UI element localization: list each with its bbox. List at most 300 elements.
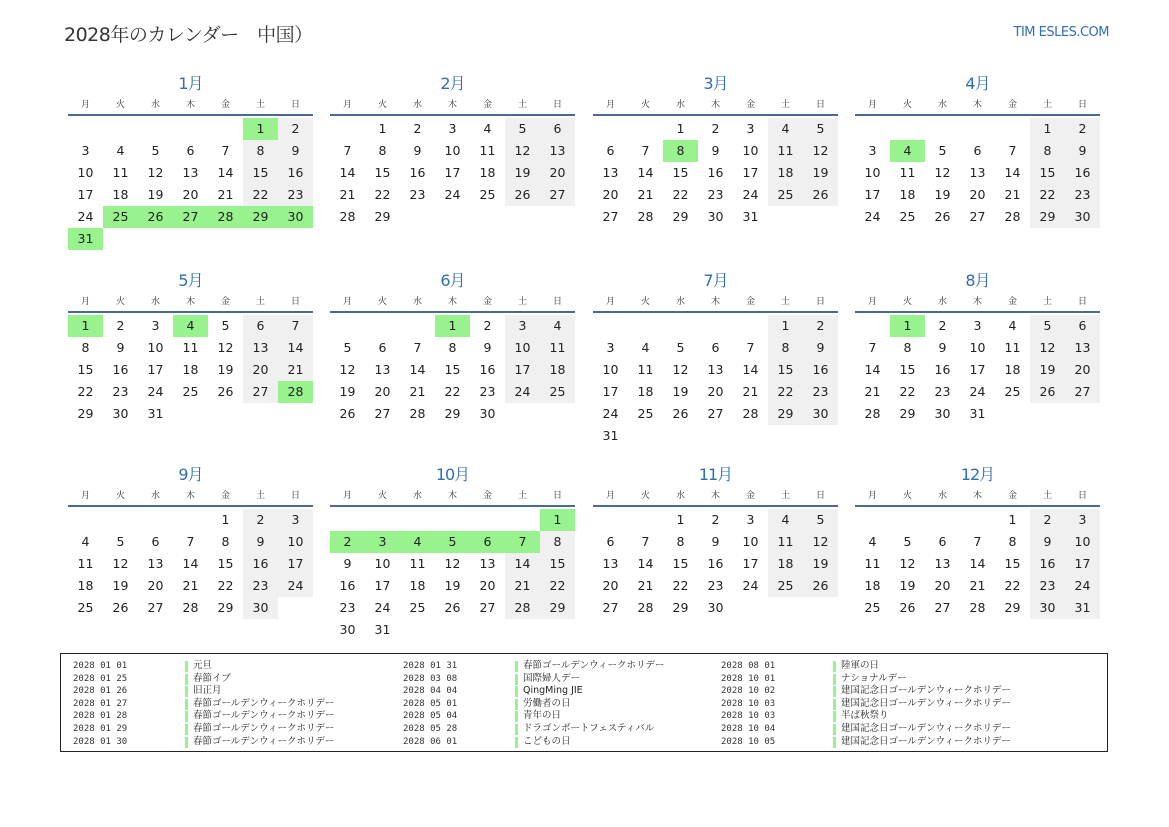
day-cell[interactable]: 25 [899, 209, 916, 224]
day-cell[interactable]: 18 [637, 384, 654, 399]
day-cell[interactable]: 28 [637, 600, 654, 615]
day-cell[interactable]: 17 [77, 187, 94, 202]
day-cell[interactable]: 17 [444, 165, 461, 180]
day-cell[interactable]: 21 [969, 578, 986, 593]
day-cell[interactable]: 22 [217, 578, 234, 593]
day-cell[interactable]: 21 [339, 187, 356, 202]
day-cell[interactable]: 27 [374, 406, 391, 421]
day-cell[interactable]: 11 [768, 140, 803, 162]
day-cell[interactable]: 24 [1065, 575, 1100, 597]
day-cell[interactable]: 29 [374, 209, 391, 224]
day-cell[interactable]: 2 [938, 318, 947, 333]
day-cell[interactable]: 23 [1065, 184, 1100, 206]
day-cell[interactable]: 30 [1030, 597, 1065, 619]
day-cell[interactable]: 28 [505, 597, 540, 619]
day-cell[interactable]: 1 [540, 509, 575, 531]
day-cell[interactable]: 27 [707, 406, 724, 421]
day-cell[interactable]: 23 [1030, 575, 1065, 597]
day-cell[interactable]: 22 [444, 384, 461, 399]
day-cell[interactable]: 30 [278, 206, 313, 228]
day-cell[interactable]: 24 [864, 209, 881, 224]
day-cell[interactable]: 9 [938, 340, 947, 355]
day-cell[interactable]: 9 [803, 337, 838, 359]
day-cell[interactable]: 5 [803, 118, 838, 140]
day-cell[interactable]: 10 [147, 340, 164, 355]
day-cell[interactable]: 31 [68, 228, 103, 250]
day-cell[interactable]: 13 [934, 556, 951, 571]
day-cell[interactable]: 25 [182, 384, 199, 399]
day-cell[interactable]: 10 [602, 362, 619, 377]
day-cell[interactable]: 18 [1004, 362, 1021, 377]
day-cell[interactable]: 25 [768, 184, 803, 206]
day-cell[interactable]: 4 [768, 509, 803, 531]
day-cell[interactable]: 19 [112, 578, 129, 593]
day-cell[interactable]: 6 [973, 143, 982, 158]
day-cell[interactable]: 28 [864, 406, 881, 421]
day-cell[interactable]: 7 [973, 534, 982, 549]
day-cell[interactable]: 3 [746, 121, 755, 136]
day-cell[interactable]: 20 [374, 384, 391, 399]
day-cell[interactable]: 17 [147, 362, 164, 377]
day-cell[interactable]: 28 [278, 381, 313, 403]
day-cell[interactable]: 6 [151, 534, 160, 549]
day-cell[interactable]: 2 [711, 512, 720, 527]
day-cell[interactable]: 6 [606, 534, 615, 549]
day-cell[interactable]: 26 [217, 384, 234, 399]
day-cell[interactable]: 15 [768, 359, 803, 381]
day-cell[interactable]: 22 [768, 381, 803, 403]
day-cell[interactable]: 14 [409, 362, 426, 377]
day-cell[interactable]: 2 [278, 118, 313, 140]
day-cell[interactable]: 10 [505, 337, 540, 359]
day-cell[interactable]: 27 [602, 600, 619, 615]
day-cell[interactable]: 31 [1065, 597, 1100, 619]
day-cell[interactable]: 12 [112, 556, 129, 571]
day-cell[interactable]: 7 [343, 143, 352, 158]
day-cell[interactable]: 7 [278, 315, 313, 337]
day-cell[interactable]: 21 [742, 384, 759, 399]
day-cell[interactable]: 27 [479, 600, 496, 615]
day-cell[interactable]: 9 [711, 534, 720, 549]
day-cell[interactable]: 22 [1030, 184, 1065, 206]
day-cell[interactable]: 6 [378, 340, 387, 355]
day-cell[interactable]: 19 [672, 384, 689, 399]
day-cell[interactable]: 13 [602, 165, 619, 180]
day-cell[interactable]: 14 [637, 165, 654, 180]
day-cell[interactable]: 16 [112, 362, 129, 377]
day-cell[interactable]: 8 [540, 531, 575, 553]
day-cell[interactable]: 3 [973, 318, 982, 333]
day-cell[interactable]: 22 [899, 384, 916, 399]
day-cell[interactable]: 31 [147, 406, 164, 421]
day-cell[interactable]: 25 [637, 406, 654, 421]
day-cell[interactable]: 23 [707, 578, 724, 593]
day-cell[interactable]: 8 [1008, 534, 1017, 549]
day-cell[interactable]: 7 [505, 531, 540, 553]
day-cell[interactable]: 13 [243, 337, 278, 359]
day-cell[interactable]: 15 [217, 556, 234, 571]
day-cell[interactable]: 7 [641, 534, 650, 549]
day-cell[interactable]: 23 [934, 384, 951, 399]
day-cell[interactable]: 20 [602, 578, 619, 593]
day-cell[interactable]: 18 [899, 187, 916, 202]
day-cell[interactable]: 31 [969, 406, 986, 421]
day-cell[interactable]: 8 [448, 340, 457, 355]
day-cell[interactable]: 9 [116, 340, 125, 355]
day-cell[interactable]: 27 [1065, 381, 1100, 403]
day-cell[interactable]: 13 [479, 556, 496, 571]
day-cell[interactable]: 18 [540, 359, 575, 381]
day-cell[interactable]: 10 [278, 531, 313, 553]
day-cell[interactable]: 9 [711, 143, 720, 158]
day-cell[interactable]: 24 [444, 187, 461, 202]
day-cell[interactable]: 21 [182, 578, 199, 593]
day-cell[interactable]: 30 [934, 406, 951, 421]
day-cell[interactable]: 26 [803, 575, 838, 597]
day-cell[interactable]: 21 [278, 359, 313, 381]
day-cell[interactable]: 16 [803, 359, 838, 381]
day-cell[interactable]: 24 [742, 187, 759, 202]
day-cell[interactable]: 17 [742, 556, 759, 571]
day-cell[interactable]: 25 [540, 381, 575, 403]
day-cell[interactable]: 20 [147, 578, 164, 593]
day-cell[interactable]: 26 [444, 600, 461, 615]
day-cell[interactable]: 1 [676, 512, 685, 527]
day-cell[interactable]: 24 [505, 381, 540, 403]
day-cell[interactable]: 10 [77, 165, 94, 180]
day-cell[interactable]: 24 [278, 575, 313, 597]
day-cell[interactable]: 7 [186, 534, 195, 549]
day-cell[interactable]: 15 [672, 556, 689, 571]
day-cell[interactable]: 8 [1030, 140, 1065, 162]
day-cell[interactable]: 26 [803, 184, 838, 206]
day-cell[interactable]: 30 [803, 403, 838, 425]
day-cell[interactable]: 5 [435, 531, 470, 553]
day-cell[interactable]: 30 [112, 406, 129, 421]
day-cell[interactable]: 5 [343, 340, 352, 355]
day-cell[interactable]: 12 [1030, 337, 1065, 359]
day-cell[interactable]: 20 [602, 187, 619, 202]
day-cell[interactable]: 23 [243, 575, 278, 597]
day-cell[interactable]: 1 [68, 315, 103, 337]
day-cell[interactable]: 15 [77, 362, 94, 377]
day-cell[interactable]: 1 [435, 315, 470, 337]
day-cell[interactable]: 14 [182, 556, 199, 571]
day-cell[interactable]: 19 [217, 362, 234, 377]
day-cell[interactable]: 30 [339, 622, 356, 637]
day-cell[interactable]: 9 [278, 140, 313, 162]
day-cell[interactable]: 2 [1065, 118, 1100, 140]
day-cell[interactable]: 11 [77, 556, 94, 571]
day-cell[interactable]: 19 [505, 162, 540, 184]
day-cell[interactable]: 10 [1065, 531, 1100, 553]
day-cell[interactable]: 23 [409, 187, 426, 202]
day-cell[interactable]: 3 [81, 143, 90, 158]
day-cell[interactable]: 4 [868, 534, 877, 549]
day-cell[interactable]: 28 [409, 406, 426, 421]
day-cell[interactable]: 28 [339, 209, 356, 224]
day-cell[interactable]: 2 [243, 509, 278, 531]
day-cell[interactable]: 27 [934, 600, 951, 615]
day-cell[interactable]: 6 [1065, 315, 1100, 337]
day-cell[interactable]: 19 [339, 384, 356, 399]
day-cell[interactable]: 11 [182, 340, 199, 355]
day-cell[interactable]: 5 [221, 318, 230, 333]
day-cell[interactable]: 14 [505, 553, 540, 575]
day-cell[interactable]: 24 [147, 384, 164, 399]
day-cell[interactable]: 29 [217, 600, 234, 615]
day-cell[interactable]: 6 [711, 340, 720, 355]
day-cell[interactable]: 27 [147, 600, 164, 615]
day-cell[interactable]: 12 [934, 165, 951, 180]
day-cell[interactable]: 26 [934, 209, 951, 224]
day-cell[interactable]: 1 [768, 315, 803, 337]
day-cell[interactable]: 18 [479, 165, 496, 180]
day-cell[interactable]: 8 [676, 534, 685, 549]
day-cell[interactable]: 30 [707, 209, 724, 224]
day-cell[interactable]: 25 [103, 206, 138, 228]
day-cell[interactable]: 1 [676, 121, 685, 136]
day-cell[interactable]: 16 [707, 165, 724, 180]
day-cell[interactable]: 20 [969, 187, 986, 202]
day-cell[interactable]: 22 [77, 384, 94, 399]
day-cell[interactable]: 9 [483, 340, 492, 355]
day-cell[interactable]: 8 [378, 143, 387, 158]
day-cell[interactable]: 3 [448, 121, 457, 136]
day-cell[interactable]: 15 [672, 165, 689, 180]
day-cell[interactable]: 11 [112, 165, 129, 180]
day-cell[interactable]: 4 [641, 340, 650, 355]
day-cell[interactable]: 5 [803, 509, 838, 531]
day-cell[interactable]: 7 [413, 340, 422, 355]
day-cell[interactable]: 3 [746, 512, 755, 527]
site-logo[interactable]: TIM ESLES.COM [1013, 25, 1109, 40]
day-cell[interactable]: 16 [339, 578, 356, 593]
day-cell[interactable]: 4 [768, 118, 803, 140]
day-cell[interactable]: 19 [934, 187, 951, 202]
day-cell[interactable]: 10 [742, 143, 759, 158]
day-cell[interactable]: 12 [803, 140, 838, 162]
day-cell[interactable]: 25 [864, 600, 881, 615]
day-cell[interactable]: 8 [221, 534, 230, 549]
day-cell[interactable]: 25 [479, 187, 496, 202]
day-cell[interactable]: 12 [339, 362, 356, 377]
day-cell[interactable]: 23 [707, 187, 724, 202]
day-cell[interactable]: 10 [444, 143, 461, 158]
day-cell[interactable]: 27 [602, 209, 619, 224]
day-cell[interactable]: 18 [768, 162, 803, 184]
day-cell[interactable]: 17 [864, 187, 881, 202]
day-cell[interactable]: 17 [374, 578, 391, 593]
day-cell[interactable]: 17 [505, 359, 540, 381]
day-cell[interactable]: 27 [173, 206, 208, 228]
day-cell[interactable]: 14 [637, 556, 654, 571]
day-cell[interactable]: 24 [742, 578, 759, 593]
day-cell[interactable]: 29 [768, 403, 803, 425]
day-cell[interactable]: 3 [1065, 509, 1100, 531]
day-cell[interactable]: 5 [938, 143, 947, 158]
day-cell[interactable]: 11 [409, 556, 426, 571]
day-cell[interactable]: 26 [339, 406, 356, 421]
day-cell[interactable]: 18 [768, 553, 803, 575]
day-cell[interactable]: 18 [77, 578, 94, 593]
day-cell[interactable]: 19 [147, 187, 164, 202]
day-cell[interactable]: 15 [374, 165, 391, 180]
day-cell[interactable]: 6 [186, 143, 195, 158]
day-cell[interactable]: 16 [278, 162, 313, 184]
day-cell[interactable]: 8 [903, 340, 912, 355]
day-cell[interactable]: 22 [672, 578, 689, 593]
day-cell[interactable]: 25 [768, 575, 803, 597]
day-cell[interactable]: 18 [112, 187, 129, 202]
day-cell[interactable]: 22 [1004, 578, 1021, 593]
day-cell[interactable]: 26 [505, 184, 540, 206]
day-cell[interactable]: 4 [81, 534, 90, 549]
day-cell[interactable]: 26 [899, 600, 916, 615]
day-cell[interactable]: 29 [540, 597, 575, 619]
day-cell[interactable]: 1 [1008, 512, 1017, 527]
day-cell[interactable]: 13 [147, 556, 164, 571]
day-cell[interactable]: 20 [540, 162, 575, 184]
day-cell[interactable]: 10 [969, 340, 986, 355]
day-cell[interactable]: 29 [444, 406, 461, 421]
day-cell[interactable]: 1 [243, 118, 278, 140]
day-cell[interactable]: 21 [864, 384, 881, 399]
day-cell[interactable]: 31 [374, 622, 391, 637]
day-cell[interactable]: 26 [1030, 381, 1065, 403]
day-cell[interactable]: 14 [969, 556, 986, 571]
day-cell[interactable]: 16 [409, 165, 426, 180]
day-cell[interactable]: 11 [1004, 340, 1021, 355]
day-cell[interactable]: 12 [217, 340, 234, 355]
day-cell[interactable]: 19 [444, 578, 461, 593]
day-cell[interactable]: 3 [606, 340, 615, 355]
day-cell[interactable]: 19 [1030, 359, 1065, 381]
day-cell[interactable]: 16 [707, 556, 724, 571]
day-cell[interactable]: 16 [243, 553, 278, 575]
day-cell[interactable]: 7 [868, 340, 877, 355]
day-cell[interactable]: 12 [505, 140, 540, 162]
day-cell[interactable]: 15 [444, 362, 461, 377]
day-cell[interactable]: 5 [1030, 315, 1065, 337]
day-cell[interactable]: 7 [746, 340, 755, 355]
day-cell[interactable]: 28 [208, 206, 243, 228]
day-cell[interactable]: 19 [899, 578, 916, 593]
day-cell[interactable]: 1 [890, 315, 925, 337]
day-cell[interactable]: 9 [243, 531, 278, 553]
day-cell[interactable]: 15 [1004, 556, 1021, 571]
day-cell[interactable]: 7 [221, 143, 230, 158]
day-cell[interactable]: 6 [540, 118, 575, 140]
day-cell[interactable]: 27 [243, 381, 278, 403]
day-cell[interactable]: 29 [1004, 600, 1021, 615]
day-cell[interactable]: 11 [864, 556, 881, 571]
day-cell[interactable]: 13 [374, 362, 391, 377]
day-cell[interactable]: 14 [742, 362, 759, 377]
day-cell[interactable]: 4 [400, 531, 435, 553]
day-cell[interactable]: 28 [742, 406, 759, 421]
day-cell[interactable]: 21 [409, 384, 426, 399]
day-cell[interactable]: 22 [540, 575, 575, 597]
day-cell[interactable]: 23 [112, 384, 129, 399]
day-cell[interactable]: 27 [540, 184, 575, 206]
day-cell[interactable]: 2 [330, 531, 365, 553]
day-cell[interactable]: 29 [672, 600, 689, 615]
day-cell[interactable]: 22 [243, 184, 278, 206]
day-cell[interactable]: 6 [470, 531, 505, 553]
day-cell[interactable]: 13 [969, 165, 986, 180]
day-cell[interactable]: 21 [1004, 187, 1021, 202]
day-cell[interactable]: 4 [483, 121, 492, 136]
day-cell[interactable]: 23 [479, 384, 496, 399]
day-cell[interactable]: 3 [365, 531, 400, 553]
day-cell[interactable]: 15 [899, 362, 916, 377]
day-cell[interactable]: 4 [540, 315, 575, 337]
day-cell[interactable]: 13 [602, 556, 619, 571]
day-cell[interactable]: 31 [742, 209, 759, 224]
day-cell[interactable]: 12 [672, 362, 689, 377]
day-cell[interactable]: 9 [343, 556, 352, 571]
day-cell[interactable]: 20 [934, 578, 951, 593]
day-cell[interactable]: 21 [217, 187, 234, 202]
day-cell[interactable]: 21 [505, 575, 540, 597]
day-cell[interactable]: 23 [803, 381, 838, 403]
day-cell[interactable]: 8 [81, 340, 90, 355]
day-cell[interactable]: 12 [147, 165, 164, 180]
day-cell[interactable]: 26 [138, 206, 173, 228]
day-cell[interactable]: 15 [243, 162, 278, 184]
day-cell[interactable]: 25 [409, 600, 426, 615]
day-cell[interactable]: 11 [768, 531, 803, 553]
day-cell[interactable]: 2 [483, 318, 492, 333]
day-cell[interactable]: 4 [890, 140, 925, 162]
day-cell[interactable]: 12 [444, 556, 461, 571]
day-cell[interactable]: 23 [339, 600, 356, 615]
day-cell[interactable]: 5 [903, 534, 912, 549]
day-cell[interactable]: 28 [1004, 209, 1021, 224]
day-cell[interactable]: 17 [602, 384, 619, 399]
day-cell[interactable]: 7 [641, 143, 650, 158]
day-cell[interactable]: 3 [505, 315, 540, 337]
day-cell[interactable]: 29 [672, 209, 689, 224]
day-cell[interactable]: 14 [1004, 165, 1021, 180]
day-cell[interactable]: 3 [151, 318, 160, 333]
day-cell[interactable]: 12 [899, 556, 916, 571]
day-cell[interactable]: 19 [803, 553, 838, 575]
day-cell[interactable]: 1 [378, 121, 387, 136]
day-cell[interactable]: 8 [768, 337, 803, 359]
day-cell[interactable]: 28 [182, 600, 199, 615]
day-cell[interactable]: 17 [969, 362, 986, 377]
day-cell[interactable]: 16 [934, 362, 951, 377]
day-cell[interactable]: 14 [217, 165, 234, 180]
day-cell[interactable]: 30 [1065, 206, 1100, 228]
day-cell[interactable]: 26 [112, 600, 129, 615]
day-cell[interactable]: 15 [540, 553, 575, 575]
day-cell[interactable]: 29 [243, 206, 278, 228]
day-cell[interactable]: 18 [182, 362, 199, 377]
day-cell[interactable]: 28 [969, 600, 986, 615]
day-cell[interactable]: 22 [672, 187, 689, 202]
day-cell[interactable]: 20 [1065, 359, 1100, 381]
day-cell[interactable]: 17 [1065, 553, 1100, 575]
day-cell[interactable]: 18 [864, 578, 881, 593]
day-cell[interactable]: 2 [413, 121, 422, 136]
day-cell[interactable]: 30 [479, 406, 496, 421]
day-cell[interactable]: 2 [1030, 509, 1065, 531]
day-cell[interactable]: 4 [1008, 318, 1017, 333]
day-cell[interactable]: 6 [606, 143, 615, 158]
